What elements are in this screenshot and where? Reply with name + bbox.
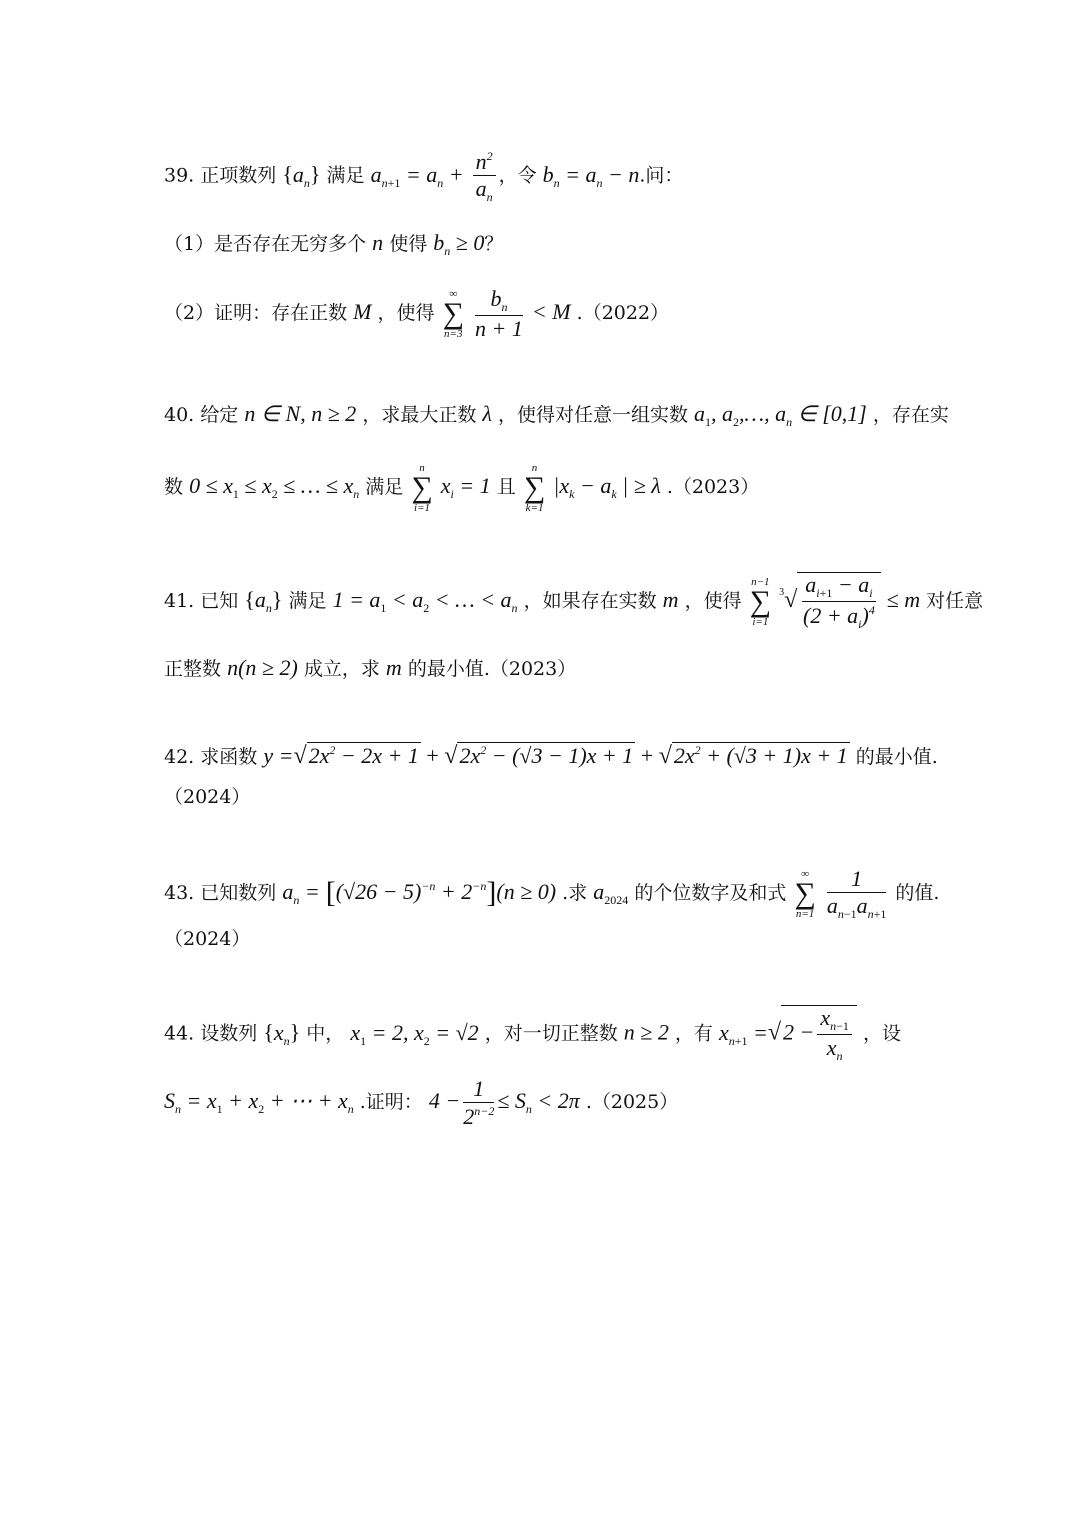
text: 使得 (389, 233, 428, 255)
text: （2）证明：存在正数 (164, 302, 348, 324)
math: $x_n$ (273, 1019, 290, 1048)
text: 的个位数字及和式 (634, 882, 787, 904)
text: .（2022） (576, 302, 670, 324)
text: 对任意 (926, 590, 984, 612)
text: .（2025） (585, 1091, 679, 1113)
math: $x_1 = 2$, $x_2 = √2$ (350, 1019, 479, 1048)
summation: n ∑ k=1 (523, 462, 546, 514)
problem-40-line2 (164, 462, 759, 514)
radicand: $2x^2 - 2x + 1$ (308, 743, 419, 768)
math: ≤ $S_n < 2\pi$ (497, 1088, 580, 1116)
problem-44-line1 (164, 1005, 901, 1062)
problem-40-line1 (164, 403, 949, 428)
problem-44-line2 (164, 1078, 678, 1128)
math: [ (325, 876, 336, 909)
math: m (662, 587, 679, 612)
text: ，有 (674, 1022, 713, 1045)
math: $S_n = x_1 + x_2$ + ⋯ + $x_n$ (164, 1088, 354, 1116)
math: $a_{2024}$ (593, 879, 629, 907)
fraction: $\frac{n^2}{a_n}$ (473, 150, 496, 203)
math: } (271, 587, 283, 612)
text: 的最小值. (855, 746, 938, 768)
text: 正整数 (164, 658, 222, 680)
summation: n ∑ i=1 (411, 462, 433, 514)
problem-39-q1 (164, 232, 503, 257)
problem-42-line1 (164, 742, 938, 768)
math: $a_{n+1} = a_n$ + (370, 161, 464, 190)
math: $x_i = 1$ (440, 473, 491, 501)
text: 且 (496, 476, 516, 498)
problem-number: 44. (164, 1022, 195, 1045)
problem-number: 41. (164, 590, 195, 612)
problem-43-line1 (164, 868, 939, 920)
text: 满足 (288, 590, 327, 612)
math: $|x_k - a_k$ | ≥ λ (553, 473, 661, 501)
radicand: $\frac{a_{i+1} - a_i}{(2 + a_i)^4}$ (797, 572, 880, 630)
summation: ∞ ∑ n=3 (442, 288, 464, 340)
text: ，设 (862, 1022, 901, 1045)
text: ？ (484, 233, 504, 255)
problem-number: 43. (164, 882, 195, 904)
math: $(√26 - 5)^{-n} + 2^{-n}$ (335, 879, 487, 904)
math: $b_n = a_n - n$ (542, 161, 640, 190)
text: 满足 (365, 476, 404, 498)
text: .（2023） (666, 476, 760, 498)
math: $a_1$, $a_2,\dots$, $a_n$ ∈ [0,1] (694, 401, 867, 429)
math: { (244, 587, 255, 612)
math: y = (263, 743, 294, 768)
text: 成立，求 (303, 658, 380, 680)
math: $1 = a_1 < a_2$ < … < $a_n$ (332, 587, 518, 615)
fraction: $\frac{1}{a_{n-1}a_{n+1}}$ (826, 866, 887, 921)
math: n ∈ N, n ≥ 2 (244, 401, 357, 426)
sqrt-icon: √ (293, 743, 307, 769)
text: ，使得 (377, 302, 435, 324)
text: 数 (164, 476, 184, 498)
text: 中， (306, 1022, 345, 1045)
text: 正项数列 (200, 164, 277, 187)
math: n (372, 230, 384, 255)
text: 求函数 (200, 746, 258, 768)
radicand: $2x^2 - (√3 - 1)x + 1$ (459, 743, 634, 768)
problem-number: 42. (164, 746, 195, 768)
math: $x_{n+1}$ = (718, 1019, 768, 1048)
math: ≤ m (886, 587, 921, 612)
math: 4 − (428, 1088, 461, 1113)
math: { (263, 1019, 274, 1045)
problem-41-line1 (164, 572, 983, 630)
text: ，存在实 (872, 404, 949, 426)
math: { (282, 161, 293, 187)
math: $a_n$ (254, 587, 272, 615)
sqrt-icon: √ (767, 1019, 782, 1046)
math: + (635, 743, 659, 768)
math: m (385, 655, 402, 680)
math: $0 \le x_1 \le x_2$ ≤ … ≤ $x_n$ (189, 473, 360, 501)
math: n ≥ 2 (623, 1019, 669, 1045)
text: ，如果存在实数 (523, 590, 657, 612)
radicand: $2x^2 + (√3 + 1)x + 1$ (673, 743, 848, 768)
problem-39-q2 (164, 288, 669, 340)
text: 的值. (895, 882, 940, 904)
math: $a_n$ = (282, 879, 320, 907)
text: 的最小值.（2023） (407, 658, 577, 680)
math: $a_n$ (292, 161, 310, 190)
radicand: 2 − $\frac{x_{n-1}}{x_n}$ (781, 1005, 857, 1062)
text: ，对一切正整数 (484, 1022, 618, 1045)
math: + (420, 743, 445, 768)
text: .证明： (359, 1091, 423, 1113)
math: λ (482, 401, 492, 426)
math: n(n ≥ 2) (227, 655, 298, 680)
problem-number: 40. (164, 404, 195, 426)
text: ，求最大正数 (362, 404, 477, 426)
problem-39-line1 (164, 150, 683, 203)
text: （2024） (164, 928, 251, 950)
math: $b_n \ge 0$ (433, 230, 485, 258)
fraction: $\frac{b_n}{n + 1}$ (475, 286, 523, 341)
summation: n−1 ∑ i=1 (749, 576, 772, 628)
sqrt-icon: √ (444, 743, 458, 769)
text: 设数列 (200, 1022, 258, 1045)
text: （1）是否存在无穷多个 (164, 233, 367, 255)
math: ] (486, 876, 497, 909)
text: .问： (639, 164, 684, 187)
math: (n ≥ 0) (496, 879, 557, 904)
fraction: $\frac{1}{2^{n-2}}$ (463, 1076, 495, 1129)
text: ，使得对任意一组实数 (497, 404, 688, 426)
text: ，令 (498, 164, 537, 187)
math: M (353, 299, 372, 324)
math: } (309, 161, 321, 187)
text: 已知 (200, 590, 239, 612)
problem-number: 39. (164, 164, 195, 187)
sqrt-icon: √ (658, 743, 672, 769)
math: < M (531, 299, 571, 324)
text: （2024） (164, 786, 251, 808)
text: 给定 (200, 404, 239, 426)
problem-42-year (164, 788, 250, 807)
math: } (289, 1019, 301, 1045)
problem-43-year (164, 930, 250, 949)
text: .求 (562, 882, 588, 904)
cube-root-icon: $^3$√ (779, 587, 798, 613)
text: ，使得 (684, 590, 742, 612)
summation: ∞ ∑ n=1 (794, 868, 816, 920)
text: 满足 (326, 164, 365, 187)
text: 已知数列 (200, 882, 277, 904)
problem-41-line2 (164, 657, 576, 679)
